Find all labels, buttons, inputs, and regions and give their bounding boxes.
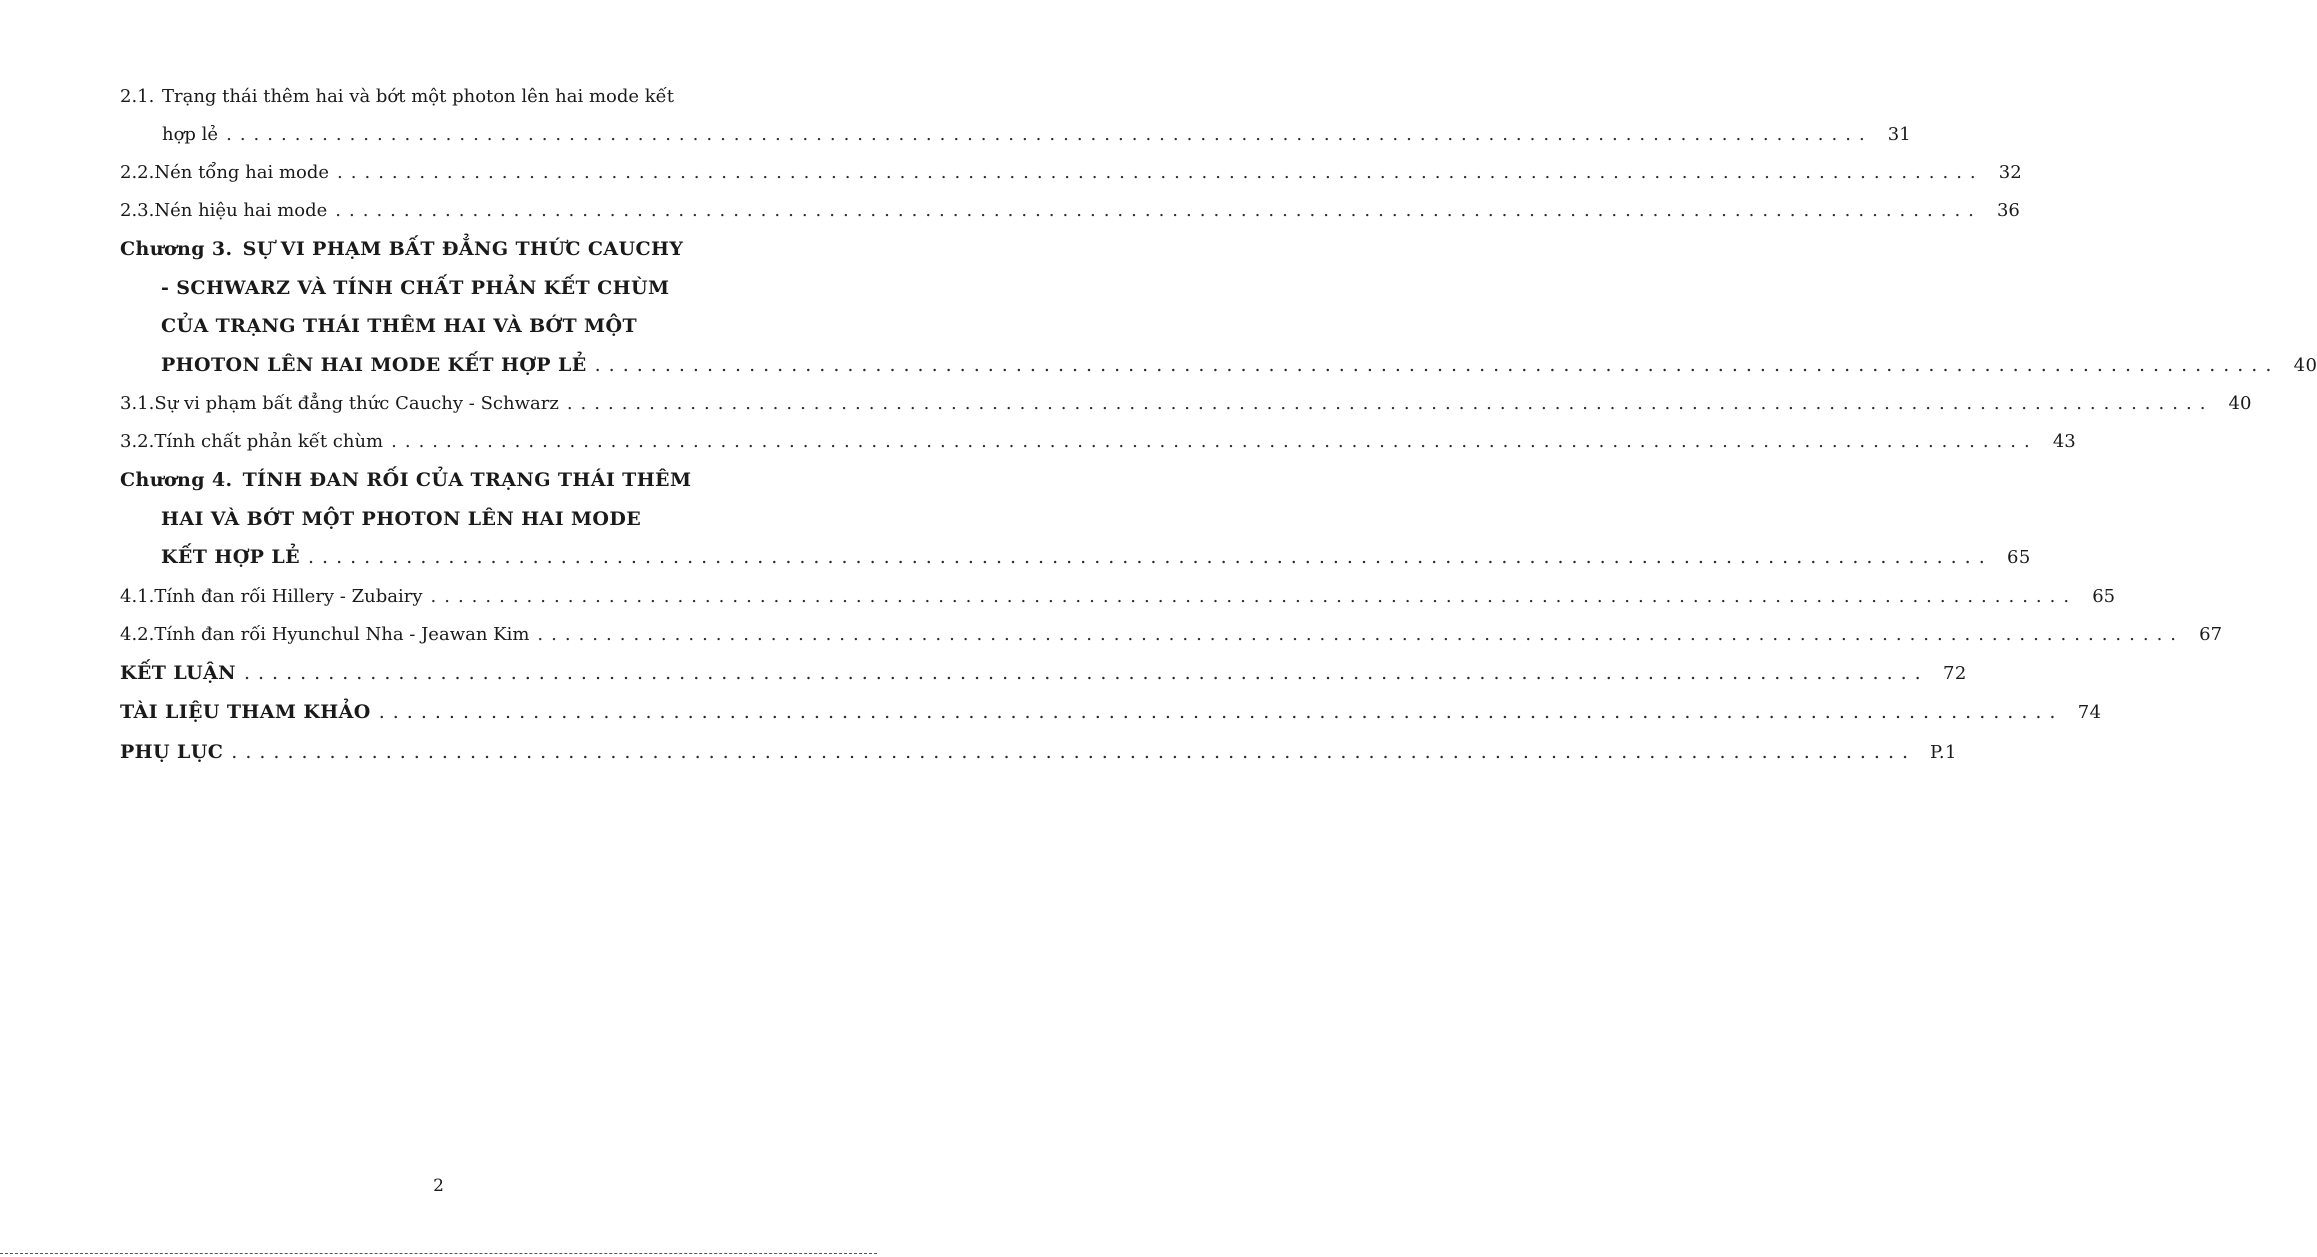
toc-title: Trạng thái thêm hai và bớt một photon lên hai mode kết xyxy=(162,86,674,107)
toc-entry-2-2[interactable] xyxy=(120,154,2022,192)
dot-leader: ........................................................................................................................ xyxy=(430,585,2078,607)
toc-title-continued: hợp lẻ xyxy=(162,124,219,145)
toc-number: 4.1. xyxy=(120,585,155,607)
toc-page-number: 65 xyxy=(2092,585,2116,607)
toc-title: TÀI LIỆU THAM KHẢO xyxy=(120,701,371,723)
dot-leader: ........................................................................................................................ xyxy=(308,546,1993,568)
chapter-label: Chương 4. xyxy=(120,469,233,491)
chapter-title-continued: PHOTON LÊN HAI MODE KẾT HỢP LẺ xyxy=(161,353,587,376)
toc-entry-2-1[interactable] xyxy=(120,78,1911,154)
dot-leader: ........................................................................................................................ xyxy=(231,740,1917,763)
toc-number: 3.2. xyxy=(120,431,155,452)
toc-page-number: 43 xyxy=(2052,431,2076,452)
toc-page-number: P.1 xyxy=(1930,741,1957,763)
dot-leader: ........................................................................................................................ xyxy=(335,200,1982,221)
toc-references[interactable] xyxy=(120,693,2102,733)
toc-number: 3.1. xyxy=(120,393,155,414)
dot-leader: ........................................................................................................................ xyxy=(378,701,2064,723)
toc-page-number: 65 xyxy=(2007,547,2031,568)
page-number: 2 xyxy=(433,1176,444,1196)
toc-title: Sự vi phạm bất đẳng thức Cauchy - Schwarz xyxy=(154,393,559,414)
toc-title: KẾT LUẬN xyxy=(120,661,236,684)
toc-title: Nén hiệu hai mode xyxy=(154,200,328,221)
toc-page-number: 40 xyxy=(2228,393,2252,414)
toc-entry-4-1[interactable] xyxy=(120,578,2116,616)
dot-leader: ........................................................................................................................ xyxy=(243,661,1929,684)
toc-number: 4.2. xyxy=(120,623,155,645)
chapter-label: Chương 3. xyxy=(120,238,233,260)
dot-leader: ........................................................................................................................ xyxy=(226,124,1873,145)
toc-number: 2.1. xyxy=(120,86,155,107)
toc-page-number: 31 xyxy=(1887,124,1911,145)
toc-page-number: 72 xyxy=(1942,662,1967,684)
chapter-title-continued: HAI VÀ BỚT MỘT PHOTON LÊN HAI MODE xyxy=(161,507,642,530)
toc-page-number: 40 xyxy=(2293,354,2317,376)
toc-title: Nén tổng hai mode xyxy=(154,162,330,183)
toc-title: Tính đan rối Hillery - Zubairy xyxy=(154,585,423,607)
toc-number: 2.2. xyxy=(120,162,155,183)
chapter-title: SỰ VI PHẠM BẤT ĐẲNG THỨC CAUCHY xyxy=(242,238,684,260)
chapter-title-continued: - SCHWARZ VÀ TÍNH CHẤT PHẢN KẾT CHÙM xyxy=(161,276,670,299)
dot-leader: ........................................................................................................................ xyxy=(391,431,2038,452)
toc-appendix[interactable] xyxy=(120,733,1957,773)
dot-leader: ........................................................................................................................ xyxy=(594,353,2280,376)
toc-number: 2.3. xyxy=(120,200,155,221)
page-bottom-border xyxy=(0,1253,877,1254)
toc-page-number: 32 xyxy=(1998,162,2022,183)
table-of-contents xyxy=(120,78,2317,772)
dot-leader: ........................................................................................................................ xyxy=(566,393,2214,414)
toc-page-number: 36 xyxy=(1996,200,2020,221)
toc-entry-4-2[interactable] xyxy=(120,616,2223,654)
chapter-title: TÍNH ĐAN RỐI CỦA TRẠNG THÁI THÊM xyxy=(242,469,692,491)
toc-chapter-4[interactable] xyxy=(120,461,2031,578)
toc-conclusion[interactable] xyxy=(120,654,1967,694)
toc-chapter-3[interactable] xyxy=(120,230,2317,385)
toc-page-number: 74 xyxy=(2077,702,2102,723)
toc-entry-3-1[interactable] xyxy=(120,385,2252,423)
chapter-title-continued: KẾT HỢP LẺ xyxy=(161,546,300,568)
toc-title: Tính chất phản kết chùm xyxy=(154,431,384,452)
toc-entry-2-3[interactable] xyxy=(120,192,2020,230)
chapter-title-continued: CỦA TRẠNG THÁI THÊM HAI VÀ BỚT MỘT xyxy=(161,315,637,337)
toc-entry-3-2[interactable] xyxy=(120,423,2076,461)
toc-page-number: 67 xyxy=(2199,623,2223,645)
toc-title: Tính đan rối Hyunchul Nha - Jeawan Kim xyxy=(154,623,530,645)
dot-leader: ........................................................................................................................ xyxy=(337,162,1984,183)
toc-title: PHỤ LỤC xyxy=(120,740,224,763)
dot-leader: ........................................................................................................................ xyxy=(537,623,2185,645)
